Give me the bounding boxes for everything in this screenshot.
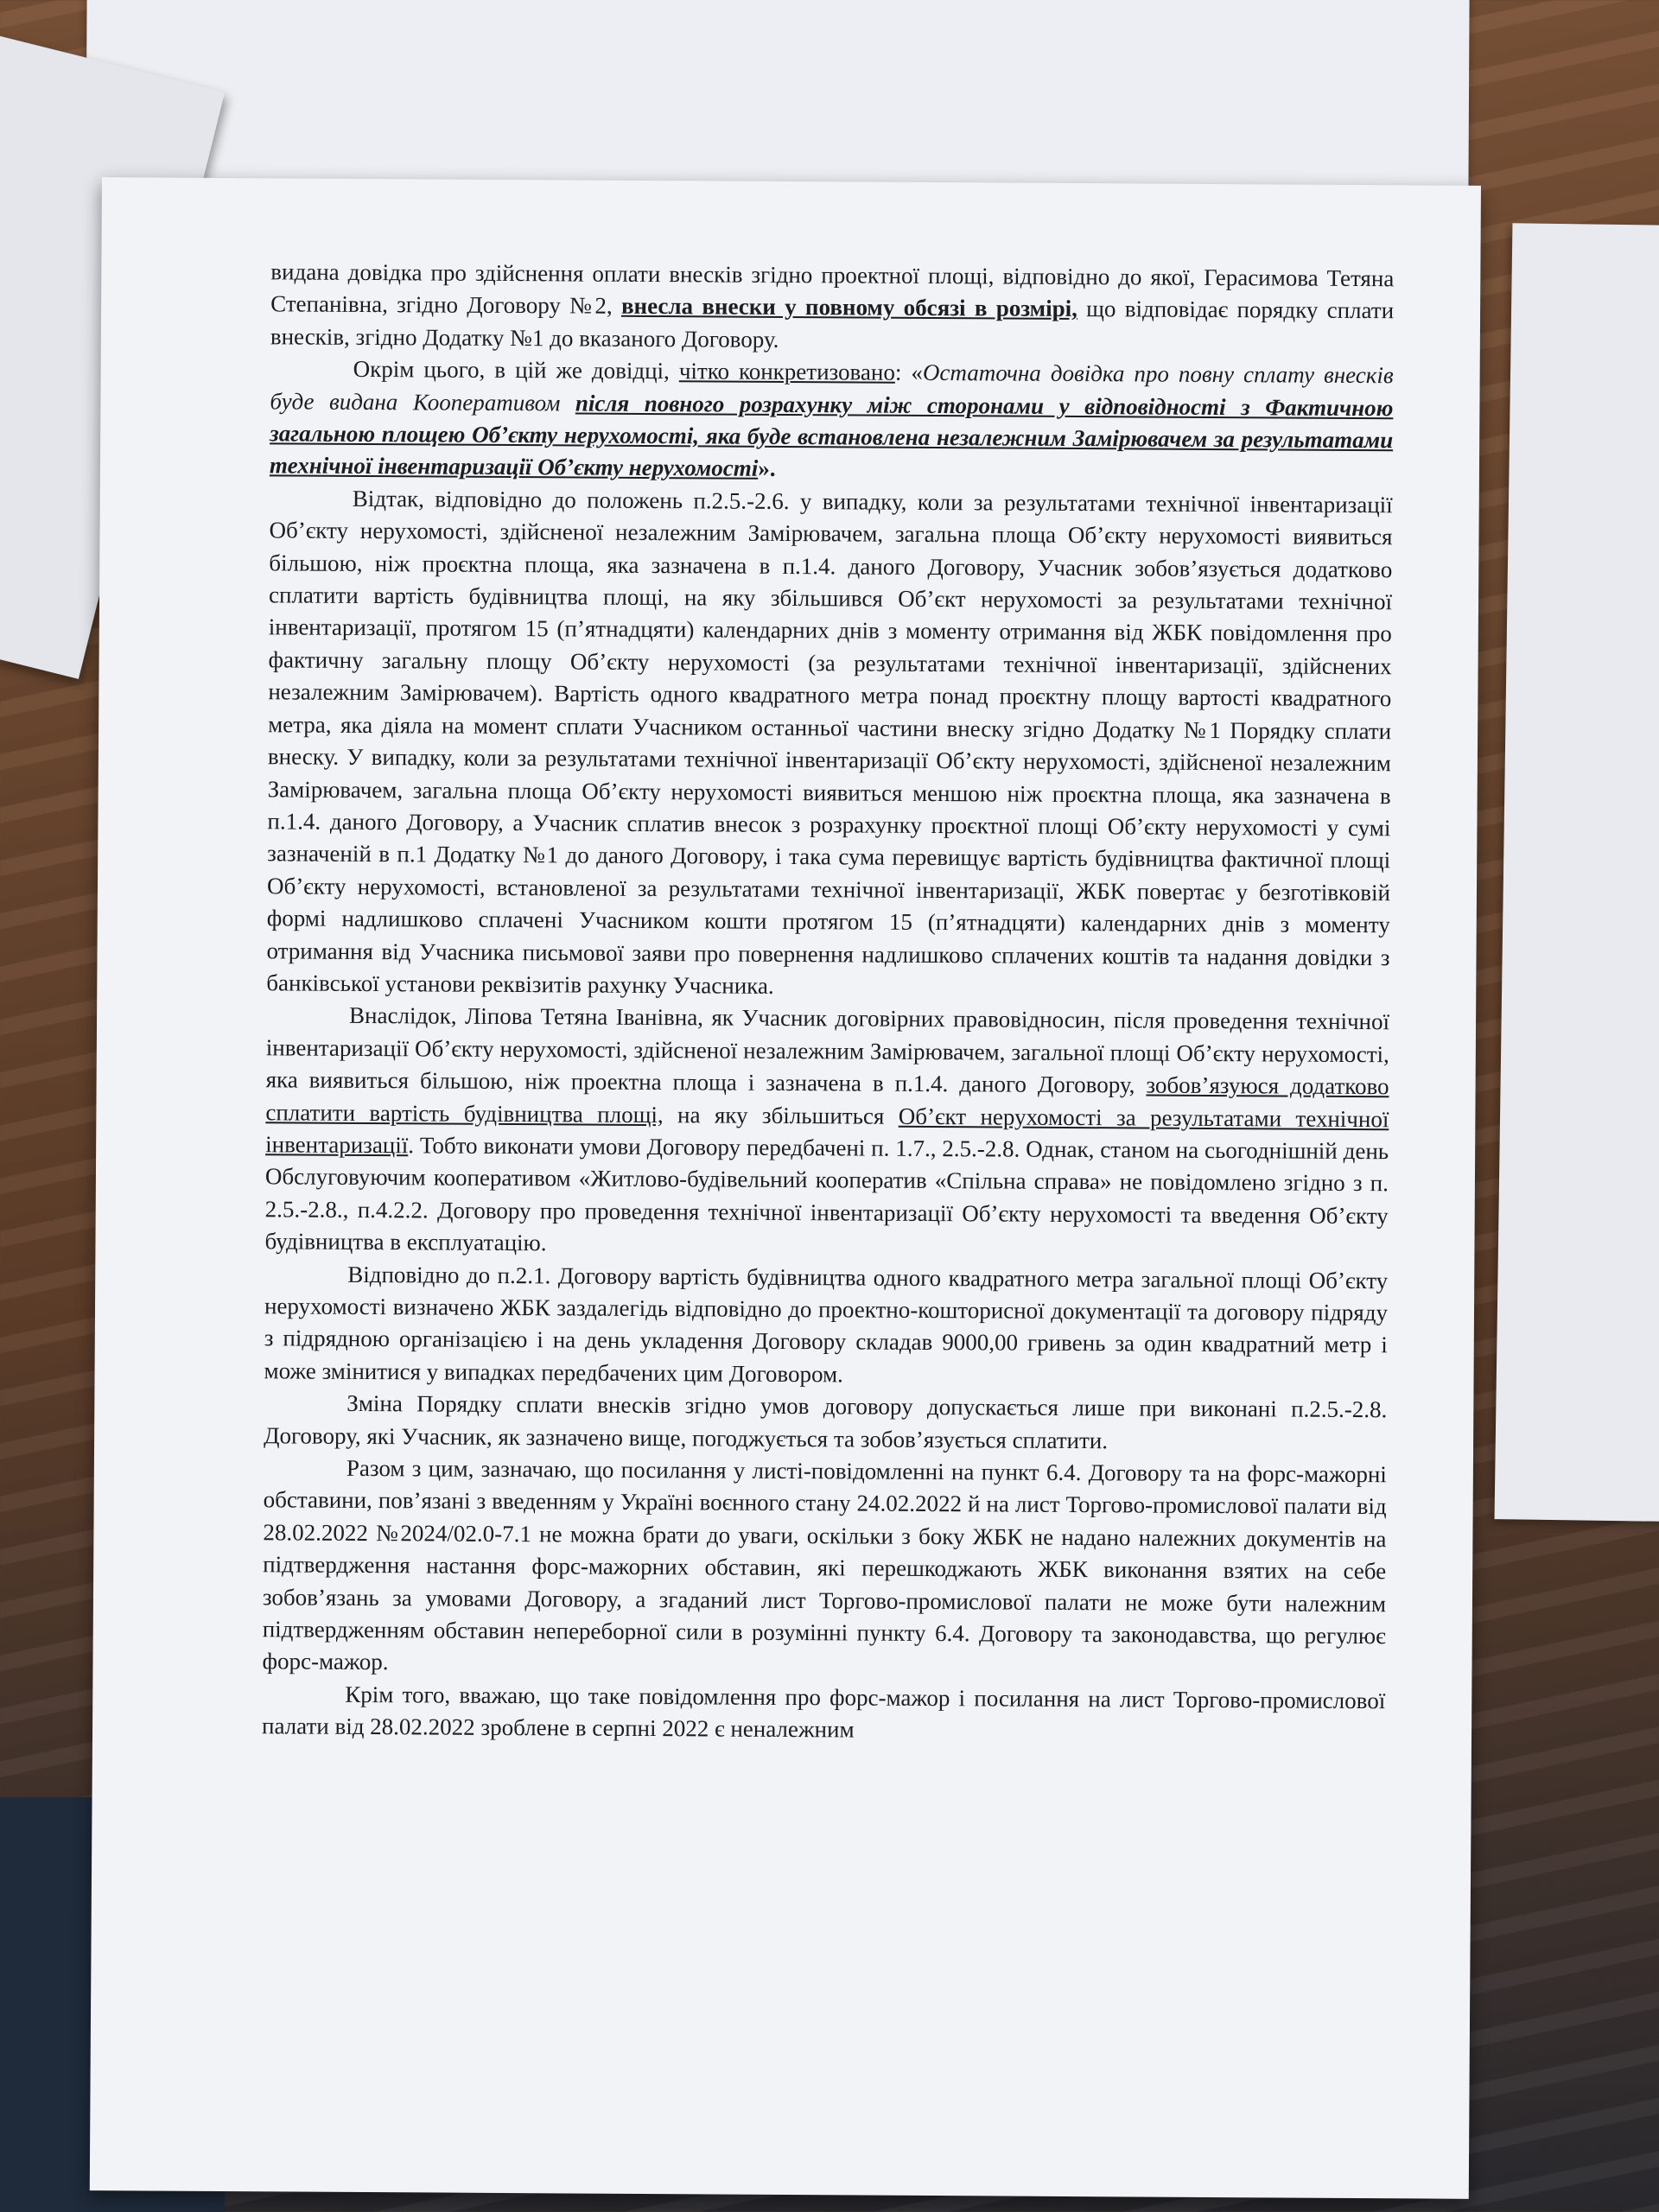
document-body — [262, 256, 1394, 1750]
paragraph-8: Крім того, вважаю, що таке повідомлення про форс-мажор і посилання на лист Торгово-промислової палати від 28.02.2022 зроблене в серпні 2022 є неналежним — [261, 1681, 1386, 1743]
paragraph-1-text: видана довідка про здійснення оплати внесків згідно проектної площі, відповідно до якої, Герасимова Тетяна Степанівна, згідно Договору №2, — [270, 258, 1395, 320]
paragraph-2 — [270, 353, 1394, 490]
document-page — [90, 177, 1481, 2199]
paragraph-4 — [264, 1000, 1389, 1265]
paragraph-6: Зміна Порядку сплати внесків згідно умов договору допускається лише при виконані п.2.5.-2.8. Договору, які Учасник, як зазначено вище, погоджується та зобов’язується сплатити. — [264, 1390, 1388, 1453]
paragraph-4-underlined-2: Об’єкт нерухомості за результатами технічної інвентаризації — [265, 1103, 1389, 1159]
paragraph-4-text-mid: на яку збільшиться — [663, 1101, 899, 1129]
quote-close: ». — [758, 455, 776, 482]
paragraph-2-underlined: чітко конкретизовано — [678, 358, 896, 385]
quote-emphasis: після повного розрахунку між сторонами у відповідності з Фактичною загальною площею Об’єкту нерухомості, яка буде встановлена незалежним Замірювачем за результатами технічної інвентаризації Об’єкту нерухомості — [269, 390, 1394, 482]
paragraph-3: Відтак, відповідно до положень п.2.5.-2.6. у випадку, коли за результатами технічної інвентаризації Об’єкту нерухомості, здійсненої незалежним Замірювачем, загальна площа Об’єкту нерухомості виявиться більшою, ніж проєктна площа, яка зазначена в п.1.4. даного Договору, Учасник зобов’язується додатково сплатити вартість будівництва площі, на яку збільшився Об’єкт нерухомості за результатами технічної інвентаризації, протягом 15 (п’ятнадцяти) календарних днів з моменту отримання від ЖБК повідомлення про фактичну загальну площу Об’єкту нерухомості (за результатами технічної інвентаризації, здійснених незалежним Замірювачем). Вартість одного квадратного метра понад проєктну площу вартості квадратного метра, яка діяла на момент сплати Учасником останньої частини внеску згідно Додатку №1 Порядку сплати внеску. У випадку, коли за результатами технічної інвентаризації Об’єкту нерухомості, здійсненої незалежним Замірювачем, загальна площа Об’єкту нерухомості виявиться меншою ніж проєктна площа, яка зазначена в п.1.4. даного Договору, а Учасник сплатив внесок з розрахунку проєктної площі Об’єкту нерухомості у сумі зазначеній в п.1 Додатку №1 до даного Договору, і така сума перевищує вартість будівництва фактичної площі Об’єкту нерухомості, встановленої за результатами технічної інвентаризації, ЖБК повертає у безготівковій формі надлишково сплачені Учасником кошти протягом 15 (п’ятнадцяти) календарних днів з моменту отримання від Учасника письмової заяви про повернення надлишково сплачених коштів та надання довідки з банківської установи реквізитів рахунку Учасника. — [266, 485, 1393, 999]
quote-italic-text: Остаточна довідка про повну сплату внесків буде видана Кооперативом — [270, 359, 1394, 416]
paragraph-2-text: Окрім цього, в цій же довідці, — [353, 356, 679, 385]
background-sheet-right — [1495, 223, 1659, 1522]
paragraph-1 — [270, 256, 1395, 359]
paragraph-4-text: Внаслідок, Ліпова Тетяна Іванівна, як Учасник договірних правовідносин, після проведення технічної інвентаризації Об’єкту нерухомості, здійсненої незалежним Замірювачем, загальної площі Об’єкту нерухомості, яка виявиться більшою, ніж проектна площа і зазначена в п.1.4. даного Договору, — [265, 1002, 1390, 1098]
quote-open: : « — [894, 359, 924, 386]
paragraph-4-underlined-1: зобов’язуюся додатково сплатити вартість будівництва площі, — [265, 1071, 1389, 1128]
paragraph-7: Разом з цим, зазначаю, що посилання у листі-повідомленні на пункт 6.4. Договору та на форс-мажорні обставини, пов’язані з введенням у Україні воєнного стану 24.02.2022 й на лист Торгово-промислової палати від 28.02.2022 №2024/02.0-7.1 не можна брати до уваги, оскільки з боку ЖБК не надано належних документів на підтвердження настання форс-мажорних обставин, які перешкоджають ЖБК виконання взятих на себе зобов’язань за умовами Договору, а згаданий лист Торгово-промислової палати не може бути належним підтвердженням обставин непереборної сили в розумінні пункту 6.4. Договору та законодавства, що регулює форс-мажор. — [262, 1454, 1387, 1675]
paragraph-1-text-end: що відповідає порядку сплати внесків, згідно Додатку №1 до вказаного Договору. — [270, 296, 1395, 353]
paragraph-5: Відповідно до п.2.1. Договору вартість будівництва одного квадратного метра загальної площі Об’єкту нерухомості визначено ЖБК заздалегідь відповідно до проектно-кошторисної документації та договору підряду з підрядною організацією і на день укладення Договору складав 9000,00 гривень за один квадратний метр і може змінитися у випадках передбачених цим Договором. — [264, 1261, 1389, 1388]
paragraph-4-text-end: . Тобто виконати умови Договору передбачені п. 1.7., 2.5.-2.8. Однак, станом на сьогоднішній день Обслуговуючим кооперативом «Житлово-будівельний кооператив «Спільна справа» не повідомлено згідно з п. 2.5.-2.8., п.4.2.2. Договору про проведення технічної інвентаризації Об’єкту нерухомості та введення Об’єкту будівництва в експлуатацію. — [264, 1132, 1389, 1256]
paragraph-1-emphasis: внесла внески у повному обсязі в розмірі, — [620, 293, 1077, 322]
